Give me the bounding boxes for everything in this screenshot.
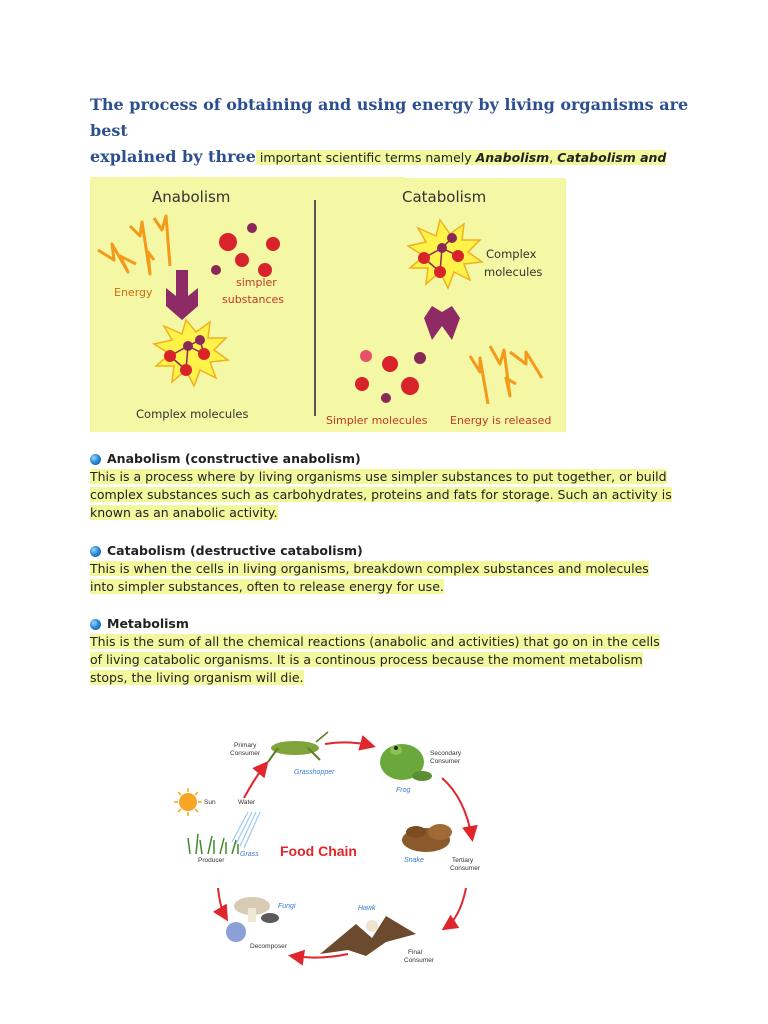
food-chain-diagram — [160, 728, 520, 968]
intro-text-part1: important scientific terms namely — [255, 150, 476, 165]
bullet-globe-icon — [90, 619, 101, 630]
section-metabolism — [90, 615, 690, 687]
body-line: complex substances such as carbohydrates, proteins and fats for storage. Such an activity is — [90, 487, 672, 502]
section-anabolism — [90, 450, 690, 522]
grass-label: Grass — [240, 851, 259, 858]
food-chain-svg — [160, 728, 520, 968]
section-body — [90, 560, 690, 596]
water-icon — [232, 812, 260, 848]
energy-bolt-icon — [98, 216, 170, 274]
term-catabolism: Catabolism and — [557, 150, 667, 165]
complex-label-2: molecules — [484, 265, 543, 279]
water-label: Water — [238, 799, 256, 806]
producer-label: Producer — [198, 857, 225, 864]
section-body — [90, 468, 690, 522]
simpler-molecules-label: Simpler molecules — [326, 414, 428, 427]
simpler-molecules-right — [355, 350, 426, 403]
primary-consumer-label-1: Primary — [234, 742, 257, 749]
illustration-svg — [90, 178, 566, 432]
catabolism-title: Catabolism — [402, 188, 487, 206]
sun-icon — [174, 788, 202, 816]
final-consumer-label-2: Consumer — [404, 957, 434, 964]
food-chain-title: Food Chain — [280, 843, 357, 859]
energy-released-label: Energy is released — [450, 414, 552, 427]
intro-comma: , — [549, 150, 558, 165]
snake-label: Snake — [404, 857, 424, 864]
section-title — [90, 615, 690, 633]
intro-heading-line2: explained by three — [90, 147, 256, 166]
complex-label-1: Complex — [486, 247, 537, 261]
body-line: This is the sum of all the chemical reactions (anabolic and activities) that go on in the cells — [90, 634, 660, 649]
body-line: This is when the cells in living organisms, breakdown complex substances and molecules — [90, 561, 649, 576]
simpler-label-1: simpler — [236, 276, 277, 289]
fungi-label: Fungi — [278, 903, 296, 910]
primary-consumer-label-2: Consumer — [230, 750, 260, 757]
bullet-globe-icon — [90, 546, 101, 557]
split-arrow-icon — [424, 306, 460, 340]
body-line: This is a process where by living organisms use simpler substances to put together, or build — [90, 469, 667, 484]
term-anabolism: Anabolism — [475, 150, 550, 165]
intro-text — [256, 150, 667, 165]
section-body — [90, 633, 690, 687]
section-title — [90, 542, 690, 560]
body-line: of living catabolic organisms. It is a continous process because the moment metabolism — [90, 652, 643, 667]
anabolism-title: Anabolism — [152, 188, 231, 206]
body-line: stops, the living organism will die. — [90, 670, 304, 685]
sun-label: Sun — [204, 799, 216, 806]
body-line: known as an anabolic activity. — [90, 505, 278, 520]
frog-icon — [380, 744, 432, 781]
section-catabolism — [90, 542, 690, 596]
grass-icon — [188, 834, 238, 854]
secondary-consumer-label-1: Secondary — [430, 750, 462, 757]
section-title-text: Metabolism — [107, 616, 189, 631]
decomposer-label: Decomposer — [250, 943, 287, 950]
section-title — [90, 450, 690, 468]
fungi-icon — [226, 897, 279, 942]
energy-released-bolt-icon — [470, 346, 542, 404]
simpler-label-2: substances — [222, 293, 284, 306]
secondary-consumer-label-2: Consumer — [430, 758, 460, 765]
section-title-text: Catabolism (destructive catabolism) — [107, 543, 363, 558]
grasshopper-label: Grasshopper — [294, 769, 335, 776]
snake-icon — [402, 824, 452, 852]
body-line: into simpler substances, often to release energy for use. — [90, 579, 444, 594]
down-arrow-icon — [166, 270, 198, 320]
bullet-globe-icon — [90, 454, 101, 465]
energy-label: Energy — [114, 286, 153, 299]
hawk-label: Hawk — [358, 905, 376, 912]
hawk-icon — [320, 916, 416, 956]
complex-molecules-left-label: Complex molecules — [136, 407, 249, 421]
anabolism-catabolism-illustration — [90, 178, 566, 432]
tertiary-consumer-label-1: Tertiary — [452, 857, 474, 864]
simpler-substances-molecules — [211, 223, 280, 277]
intro-heading-line1: The process of obtaining and using energy by living organisms are best — [90, 95, 689, 140]
tertiary-consumer-label-2: Consumer — [450, 865, 480, 872]
complex-molecule-star-left — [154, 320, 228, 386]
grasshopper-icon — [268, 732, 328, 762]
section-title-text: Anabolism (constructive anabolism) — [107, 451, 361, 466]
frog-label: Frog — [396, 787, 411, 794]
complex-molecule-star-right — [408, 220, 482, 288]
final-consumer-label-1: Final — [408, 949, 423, 956]
